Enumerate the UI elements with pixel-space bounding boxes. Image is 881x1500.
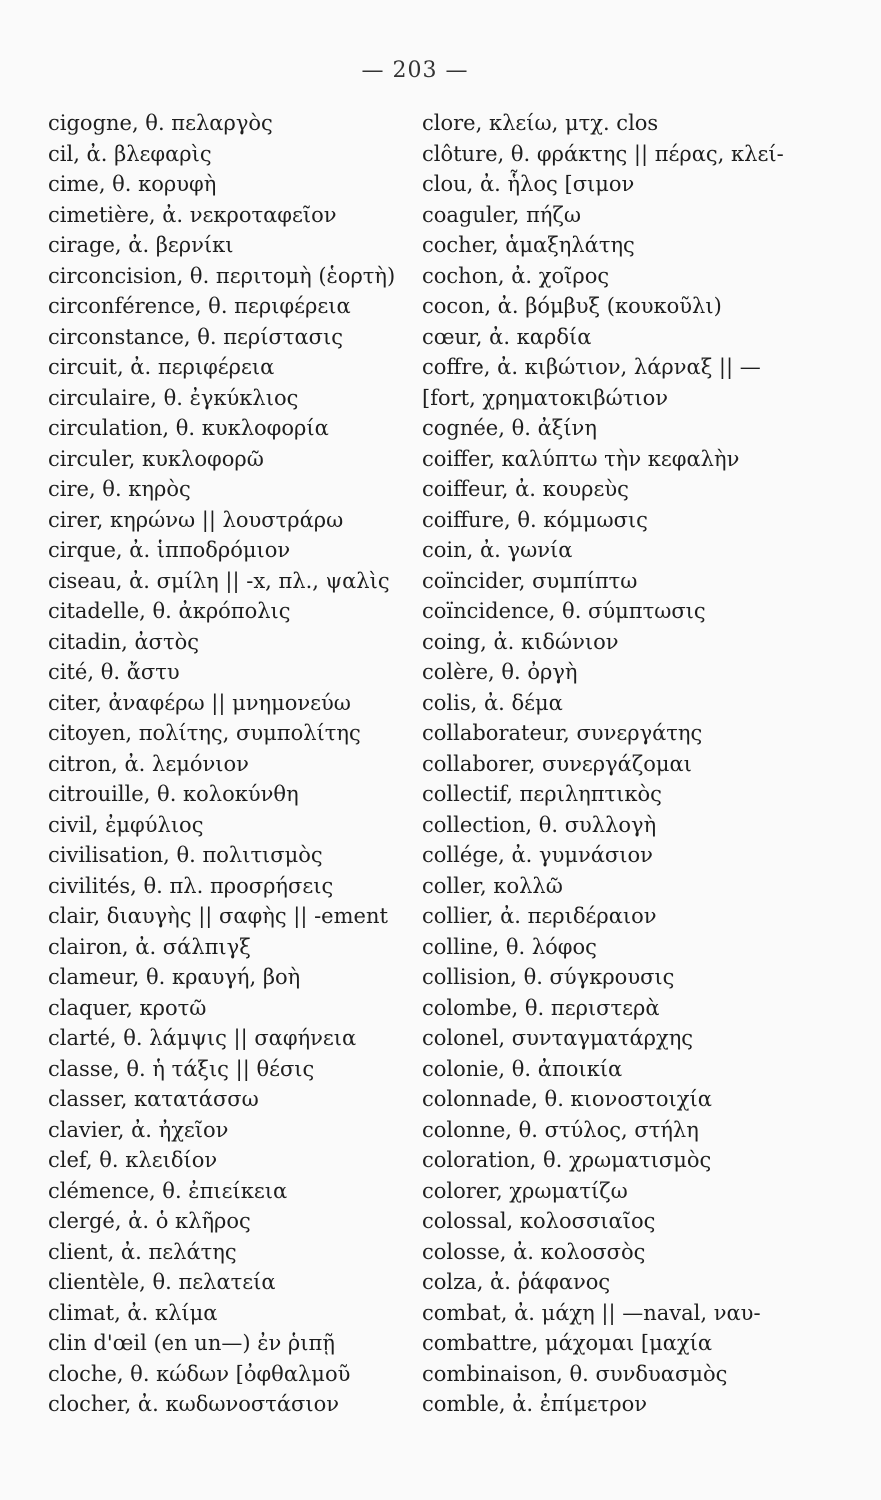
dictionary-entry: clou, ἀ. ἧλος [σιμον	[422, 172, 635, 196]
dictionary-entry: circulation, θ. κυκλοφορία	[48, 416, 329, 440]
dictionary-entry: colonie, θ. ἀποικία	[422, 1056, 623, 1081]
dictionary-entry: collaborer, συνεργάζομαι	[422, 751, 692, 776]
dictionary-entry: classer, κατατάσσω	[48, 1087, 259, 1111]
dictionary-entry: citron, ἀ. λεμόνιον	[48, 751, 249, 776]
dictionary-entry: colère, θ. ὀργὴ	[422, 660, 578, 684]
dictionary-entry: circonférence, θ. περιφέρεια	[48, 294, 351, 318]
dictionary-entry: circuler, κυκλοφορῶ	[48, 446, 264, 471]
dictionary-entry: colossal, κολοσσιαῖος	[422, 1209, 656, 1233]
dictionary-entry: cocon, ἀ. βόμβυξ (κουκοῦλι)	[422, 294, 722, 318]
dictionary-entry: combat, ἀ. μάχη || —naval, ναυ-	[422, 1300, 761, 1325]
dictionary-entry: citrouille, θ. κολοκύνθη	[48, 782, 299, 806]
dictionary-entry: cirage, ἀ. βερνίκι	[48, 233, 234, 257]
dictionary-entry: circonstance, θ. περίστασις	[48, 324, 343, 349]
dictionary-entry: climat, ἀ. κλίμα	[48, 1300, 218, 1325]
dictionary-entry: clameur, θ. κραυγή, βοὴ	[48, 965, 301, 989]
dictionary-entry: citadin, ἀστὸς	[48, 629, 200, 654]
dictionary-entry: cirer, κηρώνω || λουστράρω	[48, 507, 344, 532]
dictionary-entry: colis, ἀ. δέμα	[422, 690, 563, 715]
dictionary-entry: cirque, ἀ. ἱπποδρόμιον	[48, 538, 291, 562]
dictionary-entry: clémence, θ. ἐπιείκεια	[48, 1178, 288, 1203]
dictionary-entry: collectif, περιληπτικὸς	[422, 782, 662, 806]
dictionary-entry: coïncidence, θ. σύμπτωσις	[422, 599, 706, 623]
left-column	[48, 108, 420, 1420]
dictionary-entry: clavier, ἀ. ἠχεῖον	[48, 1117, 229, 1142]
dictionary-entry: coiffure, θ. κόμμωσις	[422, 507, 648, 532]
dictionary-entry: citadelle, θ. ἀκρόπολις	[48, 599, 291, 623]
dictionary-entry: claquer, κροτῶ	[48, 995, 207, 1020]
dictionary-entry: client, ἀ. πελάτης	[48, 1239, 237, 1264]
dictionary-entry: clientèle, θ. πελατεία	[48, 1270, 276, 1294]
dictionary-entry: classe, θ. ἡ τάξις || θέσις	[48, 1056, 315, 1081]
dictionary-entry: comble, ἀ. ἐπίμετρον	[422, 1392, 647, 1416]
dictionary-entry: cocher, ἁμαξηλάτης	[422, 233, 635, 257]
dictionary-entry: civilisation, θ. πολιτισμὸς	[48, 843, 323, 867]
page-number: — 203 —	[361, 58, 469, 83]
dictionary-entry: cité, θ. ἄστυ	[48, 660, 180, 684]
dictionary-entry: cil, ἀ. βλεφαρὶς	[48, 141, 212, 166]
dictionary-entry: coller, κολλῶ	[422, 873, 563, 898]
dictionary-entry: coffre, ἀ. κιβώτιον, λάρναξ || —	[422, 355, 761, 379]
dictionary-entry: coïncider, συμπίπτω	[422, 568, 638, 593]
dictionary-entry: cimetière, ἀ. νεκροταφεῖον	[48, 202, 337, 227]
dictionary-entry: coin, ἀ. γωνία	[422, 538, 573, 562]
dictionary-entry: coaguler, πήζω	[422, 202, 582, 227]
dictionary-entry: collége, ἀ. γυμνάσιον	[422, 843, 653, 867]
dictionary-entry: cigogne, θ. πελαργὸς	[48, 111, 273, 135]
dictionary-entry: colorer, χρωματίζω	[422, 1178, 628, 1203]
dictionary-entry: clef, θ. κλειδίον	[48, 1148, 218, 1172]
dictionary-entry: circoncision, θ. περιτομὴ (ἑορτὴ)	[48, 263, 396, 288]
dictionary-entry: circulaire, θ. ἐγκύκλιος	[48, 385, 299, 410]
dictionary-entry: cire, θ. κηρὸς	[48, 477, 191, 501]
dictionary-entry: clocher, ἀ. κωδωνοστάσιον	[48, 1392, 339, 1416]
dictionary-entry: combinaison, θ. συνδυασμὸς	[422, 1361, 728, 1386]
dictionary-entry: [fort, χρηματοκιβώτιον	[422, 385, 669, 410]
dictionary-entry: combattre, μάχομαι [μαχία	[422, 1331, 713, 1355]
dictionary-entry: clarté, θ. λάμψις || σαφήνεια	[48, 1026, 357, 1050]
dictionary-entry: collision, θ. σύγκρουσις	[422, 965, 675, 989]
dictionary-entry: clergé, ἀ. ὁ κλῆρος	[48, 1209, 251, 1233]
dictionary-entry: colonnade, θ. κιονοστοιχία	[422, 1087, 712, 1111]
dictionary-entry: cochon, ἀ. χοῖρος	[422, 263, 610, 288]
dictionary-entry: cognée, θ. ἀξίνη	[422, 416, 597, 440]
dictionary-entry: civil, ἐμφύλιος	[48, 812, 204, 837]
dictionary-entry: colza, ἀ. ῥάφανος	[422, 1270, 611, 1294]
dictionary-entry: colosse, ἀ. κολοσσὸς	[422, 1239, 646, 1264]
dictionary-entry: clair, διαυγὴς || σαφὴς || -ement	[48, 904, 388, 928]
dictionary-entry: cime, θ. κορυφὴ	[48, 172, 217, 196]
dictionary-entry: clairon, ἀ. σάλπιγξ	[48, 934, 251, 959]
dictionary-entry: circuit, ἀ. περιφέρεια	[48, 355, 275, 379]
dictionary-entry: cloche, θ. κώδων [ὀφθαλμοῦ	[48, 1361, 351, 1386]
dictionary-entry: colonne, θ. στύλος, στήλη	[422, 1117, 699, 1142]
dictionary-entry: collection, θ. συλλογὴ	[422, 812, 657, 837]
dictionary-entry: civilités, θ. πλ. προσρήσεις	[48, 873, 334, 898]
dictionary-entry: ciseau, ἀ. σμίλη || -x, πλ., ψαλὶς	[48, 568, 390, 593]
dictionary-entry: coiffeur, ἀ. κουρεὺς	[422, 477, 629, 501]
dictionary-entry: cœur, ἀ. καρδία	[422, 324, 592, 349]
dictionary-entry: colonel, συνταγματάρχης	[422, 1026, 694, 1050]
dictionary-entry: clin d'œil (en un—) ἐν ῥιπῇ	[48, 1331, 335, 1355]
dictionary-entry: colombe, θ. περιστερὰ	[422, 995, 660, 1020]
dictionary-entry: citoyen, πολίτης, συμπολίτης	[48, 721, 361, 745]
dictionary-entry: coiffer, καλύπτω τὴν κεφαλὴν	[422, 446, 740, 471]
dictionary-entry: citer, ἀναφέρω || μνημονεύω	[48, 690, 351, 715]
dictionary-entry: collier, ἀ. περιδέραιον	[422, 904, 657, 928]
right-column	[422, 108, 842, 1420]
dictionary-entry: collaborateur, συνεργάτης	[422, 721, 703, 745]
dictionary-entry: clôture, θ. φράκτης || πέρας, κλεί-	[422, 141, 784, 166]
dictionary-entry: clore, κλείω, μτχ. clos	[422, 111, 659, 135]
dictionary-entry: coloration, θ. χρωματισμὸς	[422, 1148, 712, 1172]
dictionary-entry: colline, θ. λόφος	[422, 934, 597, 959]
dictionary-entry: coing, ἀ. κιδώνιον	[422, 629, 619, 654]
